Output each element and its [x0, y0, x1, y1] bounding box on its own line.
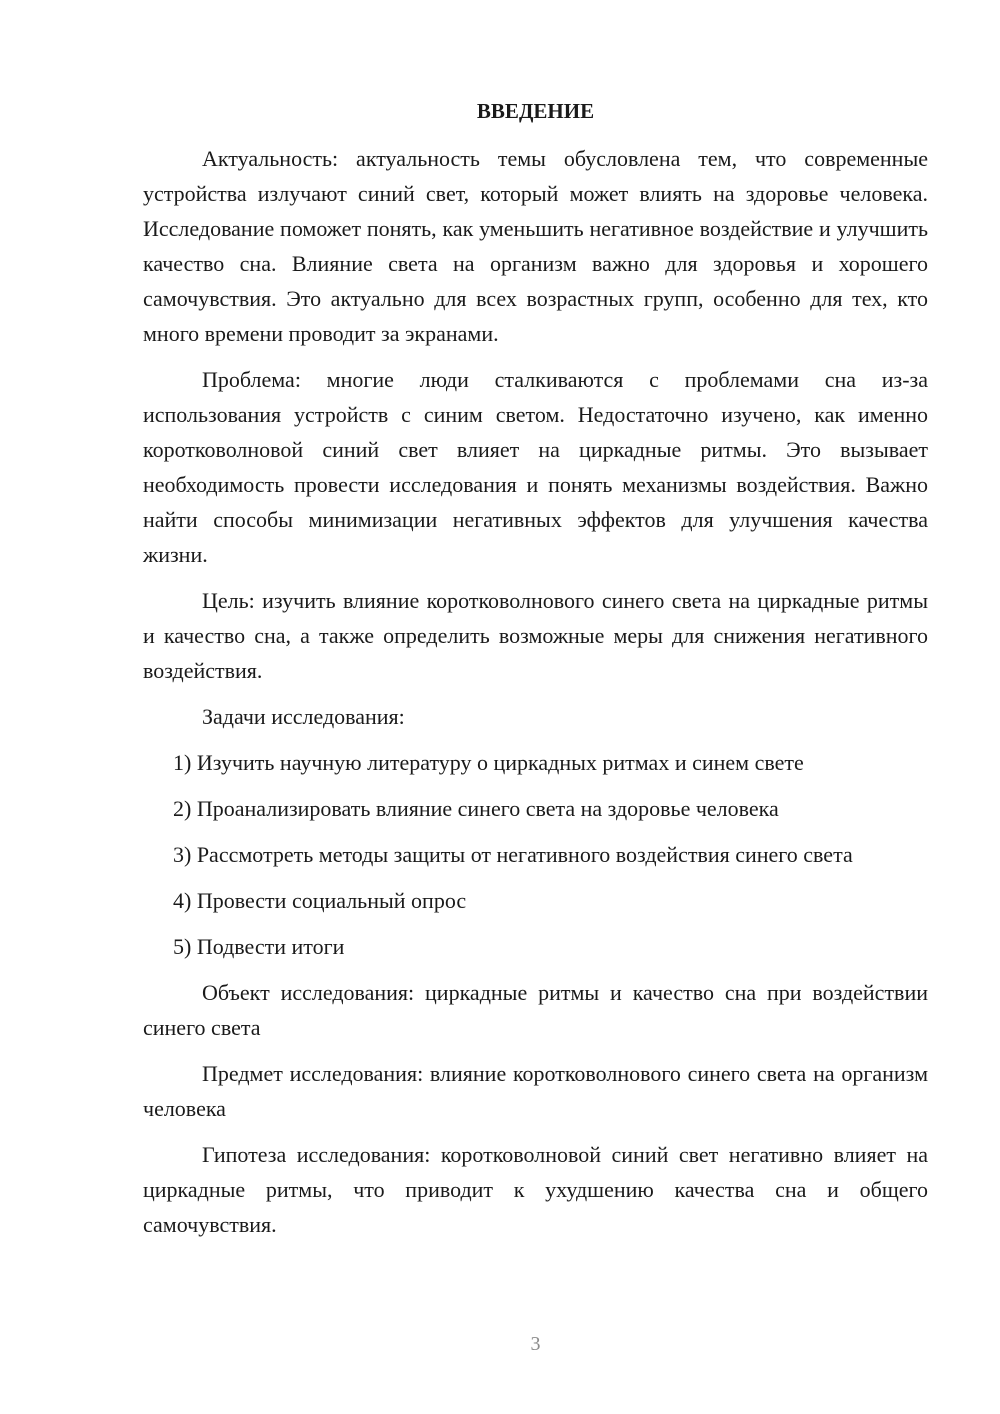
- relevance-paragraph: Актуальность: актуальность темы обусловлена тем, что современные устройства излучают синий свет, который может влиять на здоровье человека. Исследование поможет понять, как уменьшить негативное воздействие и улучшить качество сна. Влияние света на организм важно для здоровья и хорошего самочувствия. Это актуально для всех возрастных групп, особенно для тех, кто много времени проводит за экранами.: [143, 146, 928, 346]
- task-item: 5) Подвести итоги: [173, 934, 345, 959]
- page-content: [143, 96, 928, 1253]
- tasks-heading: Задачи исследования:: [202, 704, 405, 729]
- hypothesis-paragraph: Гипотеза исследования: коротковолновой синий свет негативно влияет на циркадные ритмы, что приводит к ухудшению качества сна и общего самочувствия.: [143, 1142, 928, 1237]
- subject-paragraph: Предмет исследования: влияние коротковолнового синего света на организм человека: [143, 1061, 928, 1121]
- page-title: ВВЕДЕНИЕ: [476, 99, 595, 123]
- object-paragraph: Объект исследования: циркадные ритмы и качество сна при воздействии синего света: [143, 980, 928, 1040]
- problem-paragraph: Проблема: многие люди сталкиваются с проблемами сна из-за использования устройств с синим светом. Недостаточно изучено, как именно коротковолновой синий свет влияет на циркадные ритмы. Это вызывает необходимость провести исследования и понять механизмы воздействия. Важно найти способы минимизации негативных эффектов для улучшения качества жизни.: [143, 367, 928, 567]
- page-number: 3: [530, 1333, 541, 1355]
- goal-paragraph: Цель: изучить влияние коротковолнового синего света на циркадные ритмы и качество сна, а также определить возможные меры для снижения негативного воздействия.: [143, 588, 928, 683]
- task-item: 4) Провести социальный опрос: [173, 888, 467, 913]
- task-item: 1) Изучить научную литературу о циркадных ритмах и синем свете: [173, 750, 804, 775]
- task-item: 2) Проанализировать влияние синего света на здоровье человека: [173, 796, 779, 821]
- tasks-list: [143, 745, 928, 964]
- task-item: 3) Рассмотреть методы защиты от негативного воздействия синего света: [173, 842, 853, 867]
